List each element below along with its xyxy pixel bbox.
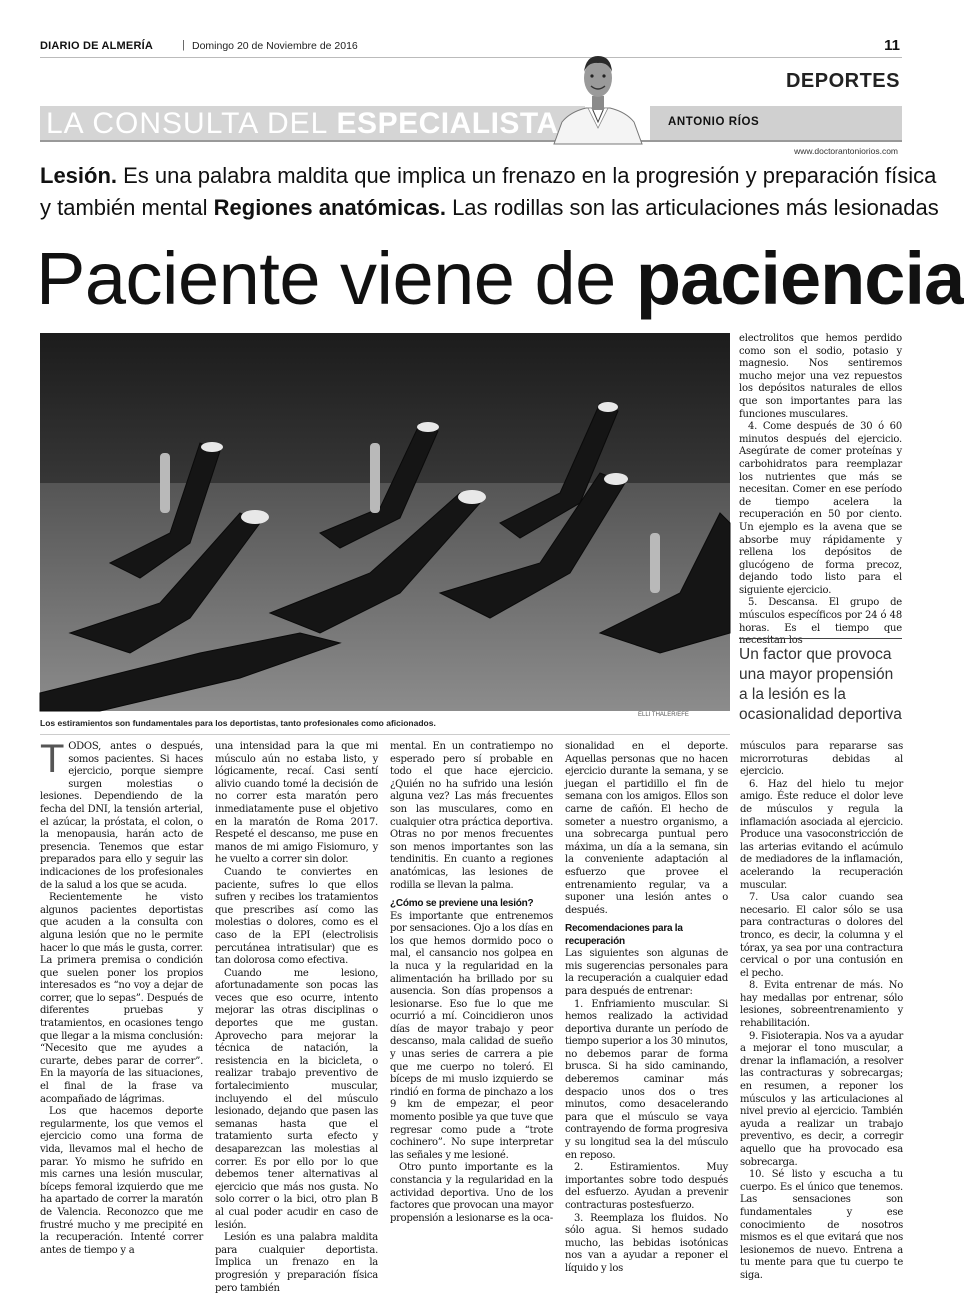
photo-caption: Los estiramientos son fundamentales para los deportistas, tanto profesionales como aficionados. — [40, 718, 436, 728]
author-portrait — [548, 42, 648, 144]
sidebar-column — [739, 333, 902, 648]
header-separator: | — [182, 39, 185, 51]
section-heading: Recomendaciones para la recuperación — [565, 923, 683, 947]
subheadline-text-2b: Las rodillas son las articulaciones más lesionadas — [445, 195, 939, 220]
recommendation-item: 9. Fisioterapia. Nos va a ayudar a mejorar el tono muscular, a drenar la inflamación, a resolver las contracturas y sobrecargas; en resumen, a reponer los músculos y las articulaciones al nivel previo al ejercicio. También ayuda a realizar un trabajo preventivo, es decir, a corregir aquello que ha provocado esa sobrecarga. — [740, 1030, 904, 1168]
headline — [36, 234, 964, 324]
sidebar-paragraph: 5. Descansa. El grupo de músculos específicos por 24 ó 48 horas. Es el tiempo que necesitan los — [739, 597, 902, 647]
drop-cap: T — [40, 737, 65, 781]
page-number: 11 — [884, 37, 900, 54]
section-heading: ¿Cómo se previene una lesión? — [390, 898, 534, 910]
subheadline-line-2 — [40, 192, 939, 224]
sidebar-paragraph: electrolitos que hemos perdido como son el sodio, potasio y magnesio. Nos sentiremos mucho mejor una vez repuestos los depósitos naturales de ellos que son importantes para las funciones musculares. — [739, 333, 902, 420]
headline-light: Paciente viene de — [36, 237, 636, 320]
recommendation-item: 2. Estiramientos. Muy importantes sobre todo después del esfuerzo. Ayudan a prevenir contracturas postesfuerzo. — [565, 1162, 728, 1211]
banner-title-prefix: LA CONSULTA DEL — [46, 107, 337, 140]
subheadline-text-2a: y también mental — [40, 195, 214, 220]
lead-paragraph-text: ODOS, antes o después, somos pacientes. Si haces ejercicio, porque siempre surgen molestias o lesiones. Dependiendo de la fecha del DNI, la tensión arterial, el azúcar, la próstata, el colon, o la menopausia, harán acto de presencia. Tenemos que estar preparados para ello y seguir las indicaciones de los profesionales de la salud a los que se acuda. — [40, 741, 203, 891]
body-paragraph: Los que hacemos deporte regularmente, los que vemos el ejercicio como una forma de vida, llevamos mal el hecho de parar. Yo mismo he sufrido en mis carnes una lesión muscular, bíceps femoral izquierdo que me ha apartado de correr la maratón de Valencia. Reconozco que me frustré mucho y me precipité en la recuperación. Intenté correr antes de tiempo y a — [40, 1106, 203, 1256]
recommendation-item: 7. Usa calor cuando sea necesario. El calor sólo se usa para contracturas o dolores del tronco, es decir, la columna y el tórax, ya sea por una contractura cervical o por una contusión en el pecho. — [740, 892, 903, 979]
body-column-4 — [565, 741, 728, 1276]
subheadline — [40, 160, 939, 224]
section-title: DEPORTES — [785, 70, 900, 92]
recommendation-item: 6. Haz del hielo tu mejor amigo. Éste reduce el dolor leve de músculos y regula la inflamación asociada al ejercicio. Produce una vasoconstricción de las arterias evitando el acúmulo de mediadores de la inflamación, acelerando la recuperación muscular. — [740, 778, 903, 891]
recommendation-item: 8. Evita entrenar de más. No hay medallas por entrenar, sólo lesiones, sobreentrenamiento y rehabilitación. — [740, 980, 903, 1030]
subheadline-kicker-2: Regiones anatómicas. — [213, 195, 446, 220]
body-paragraph: Cuando te conviertes en paciente, sufres lo que ellos sufren y recibes los tratamientos que prescribes así como las molestias o dolores, como es el caso de la EPI (electrolisis percutánea intratisular) que es tan dolorosa como efectiva. — [215, 866, 378, 967]
lead-paragraph — [40, 737, 203, 892]
recommendation-item: 1. Enfriamiento muscular. Si hemos realizado la actividad deportiva durante un período de tiempo superior a los 30 minutos, no debemos parar de forma brusca. Si ha sido caminando, deberemos caminar más despacio unos dos o tres minutos, como desacelerando para que el músculo se vaya contrayendo de forma progresiva y su longitud sea la del músculo en reposo. — [565, 998, 728, 1161]
author-name: ANTONIO RÍOS — [668, 116, 760, 128]
body-column-2 — [215, 741, 378, 1295]
body-paragraph: Cuando me lesiono, afortunadamente son pocas las veces que eso ocurre, intento mejorar las otras disciplinas o deportes que me gustan. Aprovecho para mejorar la técnica de natación, la resistencia en la bicicleta, o realizar trabajo preventivo de fortalecimiento muscular, incluyendo el del músculo lesionado, dejando que pasen las semanas hasta que el tratamiento surta efecto y desaparezcan las molestias al correr. Es por ello por lo que debemos tener alternativas al ejercicio que más nos gusta. No solo correr o la bici, otro plan B al cual poder acudir en caso de lesión. — [215, 967, 378, 1231]
body-column-1 — [40, 737, 203, 1257]
issue-date: Domingo 20 de Noviembre de 2016 — [192, 40, 358, 52]
body-paragraph: una intensidad para la que mi músculo aún no estaba listo, y lógicamente, recaí. Casi sentí alivio cuando tomé la decisión de no correr esta maratón pero inmediatamente puse el objetivo en la maratón de Roma 2017. Respeté el descanso, me puse en manos de mi amigo Fisiomuro, y he vuelto a correr sin dolor. — [215, 741, 378, 866]
caption-rule — [40, 734, 730, 735]
column-banner — [40, 103, 902, 143]
pull-quote: Un factor que provoca una mayor propensión a la lesión es la ocasionalidad deportiva — [739, 638, 902, 725]
subheadline-text-1: Es una palabra maldita que implica un frenazo en la progresión y preparación física — [117, 163, 937, 188]
sidebar-paragraph: 4. Come después de 30 ó 60 minutos después del ejercicio. Asegúrate de comer proteínas y carbohidratos para reemplazar los nutrientes que más se necesitan. Comer en ese período de tiempo acelera la recuperación en 50 por ciento. Un ejemplo es la avena que se absorbe muy rápidamente y rellena los depósitos de glucógeno de forma precoz, dejando todo listo para el siguiente ejercicio. — [739, 421, 902, 596]
body-paragraph: Es importante que entrenemos por sensaciones. Ojo a los días en los que hemos dormido poco o mal, el cansancio nos golpea en la nuca y la regularidad en la alimentación ha brillado por su ausencia. Son días propensos a lesionarse. Eso fue lo que me ocurrió a mí. Coincidieron unos días de mayor trabajo y peor descanso, mala calidad de sueño y unas series de carrera a pie que me cuerpo no toleró. El bíceps de mi muslo izquierdo se rindió en forma de pinchazo a los 9 km de empezar, el peor momento posible ya que tuve que regresar como pude a “trote cochinero”. No supe interpretar las señales y me lesioné. — [390, 910, 553, 1161]
recommendation-item: 10. Sé listo y escucha a tu cuerpo. Es el único que tenemos. Las sensaciones son fundamentales y ese conocimiento de nosotros mismos es el que evitará que nos lesionemos de nuevo. Entrena a tu mente para que tu cuerpo te siga. — [740, 1169, 903, 1281]
article-photo — [40, 333, 730, 711]
body-column-3 — [390, 741, 553, 1225]
banner-title-bold: ESPECIALISTA — [336, 107, 559, 140]
photo-credit: ELLI THALER/EFE — [638, 712, 689, 718]
headline-bold: paciencia — [635, 237, 964, 320]
banner-title — [46, 107, 559, 141]
body-paragraph: sionalidad en el deporte. Aquellas personas que no hacen ejercicio durante la semana, y se juegan el partidillo el fin de semana con los amigos. Ellos son carne de cañón. El hecho de someter a nuestro organismo, a una sobrecarga puntual pero máxima, un día a la semana, sin la conveniente adaptación al esfuerzo que provee el entrenamiento regular, va a suponer una lesión antes o después. — [565, 741, 728, 916]
author-website: www.doctorantoniorios.com — [794, 146, 898, 156]
body-paragraph: Las siguientes son algunas de mis sugerencias personales para la recuperación a cualquier edad para después de entrenar: — [565, 948, 728, 997]
page-header — [40, 38, 902, 58]
newspaper-name: DIARIO DE ALMERÍA — [40, 40, 153, 52]
body-paragraph: Otro punto importante es la constancia y la regularidad en la actividad deportiva. Uno de los factores que provocan una mayor propensión a lesionarse es la oca- — [390, 1162, 553, 1224]
body-paragraph: Recientemente he visto algunos pacientes deportistas que acuden a la consulta con alguna lesión que no le permite hacer lo que más le gusta, correr. La primera premisa o condición que suelen poner los propios interesados es “no voy a dejar de correr, que lo sepas”. Después de diferentes pruebas y tratamientos, en ocasiones tengo que llegar a la misma conclusión: “Necesito que me ayudes a curarte, debes parar de correr”. En la mayoría de las situaciones, el final de la frase va acompañado de lágrimas. — [40, 892, 203, 1105]
subheadline-kicker-1: Lesión. — [40, 163, 118, 188]
subheadline-line-1 — [40, 160, 937, 192]
body-paragraph: músculos para repararse sas microrroturas debidas al ejercicio. — [740, 741, 903, 778]
body-column-5 — [740, 741, 903, 1283]
body-paragraph: Lesión es una palabra maldita para cualquier deportista. Implica un frenazo en la progresión y preparación física pero también — [215, 1232, 378, 1294]
body-paragraph: mental. En un contratiempo no esperado pero sí probable en todo el que hace ejercicio. ¿Quién no ha sufrido una lesión alguna vez? Las más frecuentes son las musculares, como en cualquier otra práctica deportiva. Otras no por menos frecuentes son menos importantes son las tendinitis. En cuanto a regiones anatómicas, las lesiones de rodilla se llevan la palma. — [390, 741, 553, 891]
recommendation-item: 3. Reemplaza los fluidos. No sólo agua. Si hemos sudado mucho, las bebidas isotónicas nos van a ayudar a reponer el líquido y los — [565, 1212, 728, 1274]
